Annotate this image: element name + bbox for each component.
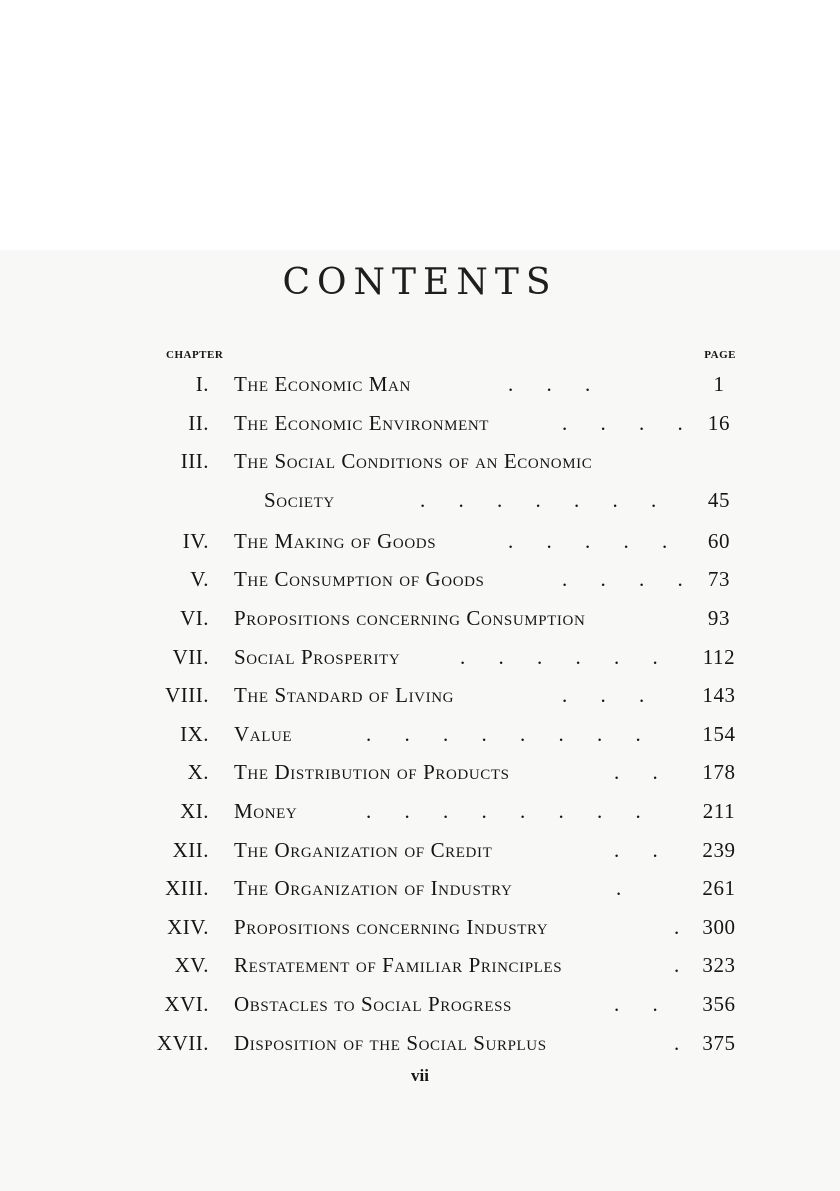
chapter-title: Disposition of the Social Surplus [234,1030,547,1055]
leader-dots: . [616,876,636,901]
toc-entry [0,911,840,950]
page-number: 356 [702,991,736,1016]
leader-dots: . . . . . . . . [366,721,655,746]
leader-dots: . . . . [562,410,697,435]
toc-entry [0,988,840,1027]
page-number: 261 [702,876,736,901]
chapter-title: Money [234,798,298,823]
page-number: 211 [702,798,736,823]
leader-dots: . [674,1030,694,1055]
toc-entry [0,872,840,911]
leader-dots: . . . . . . . [420,487,671,512]
chapter-number: XVII. [156,1030,209,1055]
chapter-number: VIII. [165,683,209,708]
chapter-title: The Consumption of Goods [234,567,485,592]
page-number: 239 [702,837,736,862]
chapter-number: XVI. [164,991,209,1016]
page-number: 178 [702,760,736,785]
leader-dots: . . . . . [508,528,682,553]
page-number: 154 [702,721,736,746]
chapter-title: The Economic Man [234,372,411,396]
chapter-title: The Economic Environment [234,410,490,435]
leader-dots: . . . [562,683,659,708]
leader-dots: . [674,914,694,939]
chapter-title: Propositions concerning Industry [234,914,549,939]
chapter-title: Society [264,487,335,512]
page-number: 1 [713,372,725,396]
leader-dots: . . . . . . [460,644,672,669]
chapter-number: XIV. [167,914,209,939]
chapter-title: The Organization of Industry [234,876,513,901]
chapter-title: Restatement of Familiar Principles [234,953,563,978]
chapter-number: XII. [172,837,209,862]
toc-entry [0,756,840,795]
chapter-number: VI. [180,605,209,630]
leader-dots: . . [614,991,672,1016]
chapter-title: Value [234,721,293,746]
chapter-number: V. [190,567,209,592]
chapter-number: XIII. [165,876,209,901]
chapter-title: The Making of Goods [234,528,437,553]
toc-entry [0,525,840,564]
toc-entry [0,949,840,988]
leader-dots: . . . . . . . . [366,798,655,823]
chapter-number: III. [180,449,209,474]
chapter-number: IV. [182,528,209,553]
toc-entry [0,679,840,718]
toc-entry [0,795,840,834]
page-number: 93 [707,605,731,630]
page-number: 300 [702,914,736,939]
chapter-title: Obstacles to Social Progress [234,991,512,1016]
leader-dots: . . . . [562,567,697,592]
chapter-number: XI. [180,798,209,823]
page-number: 60 [707,528,731,553]
leader-dots: . . [614,837,672,862]
chapter-title: Propositions concerning Consumption [234,605,586,630]
leader-dots: . [674,953,694,978]
page-folio: vii [411,1066,429,1085]
page-number: 73 [707,567,731,592]
page-number: 112 [702,644,736,669]
toc-entry [0,641,840,680]
chapter-number: I. [195,372,209,396]
chapter-title: The Standard of Living [234,683,455,708]
chapter-title: The Organization of Credit [234,837,493,862]
toc-entry [0,407,840,446]
toc-entry [0,368,840,407]
leader-dots: . . [614,760,672,785]
leader-dots: . . . [508,372,605,396]
chapter-title: The Distribution of Products [234,760,510,785]
page-number: 323 [702,953,736,978]
chapter-column-label: CHAPTER [166,349,224,361]
page-number: 45 [707,487,731,512]
page-top-margin [0,0,840,250]
toc-entry-continuation [0,484,840,525]
page-title: CONTENTS [282,262,558,303]
chapter-number: VII. [172,644,209,669]
page-number: 375 [702,1030,736,1055]
toc-entry [0,718,840,757]
page-number: 16 [707,410,731,435]
table-of-contents [0,368,840,1065]
toc-entry [0,602,840,641]
toc-entry [0,1027,840,1066]
toc-entry [0,445,840,484]
chapter-number: IX. [180,721,209,746]
page-column-label: PAGE [704,349,736,361]
toc-entry [0,563,840,602]
toc-entry [0,834,840,873]
chapter-number: X. [187,760,209,785]
chapter-number: XV. [174,953,209,978]
chapter-number: II. [188,410,209,435]
chapter-title: Social Prosperity [234,644,401,669]
chapter-title: The Social Conditions of an Economic [234,449,593,474]
page-number: 143 [702,683,736,708]
